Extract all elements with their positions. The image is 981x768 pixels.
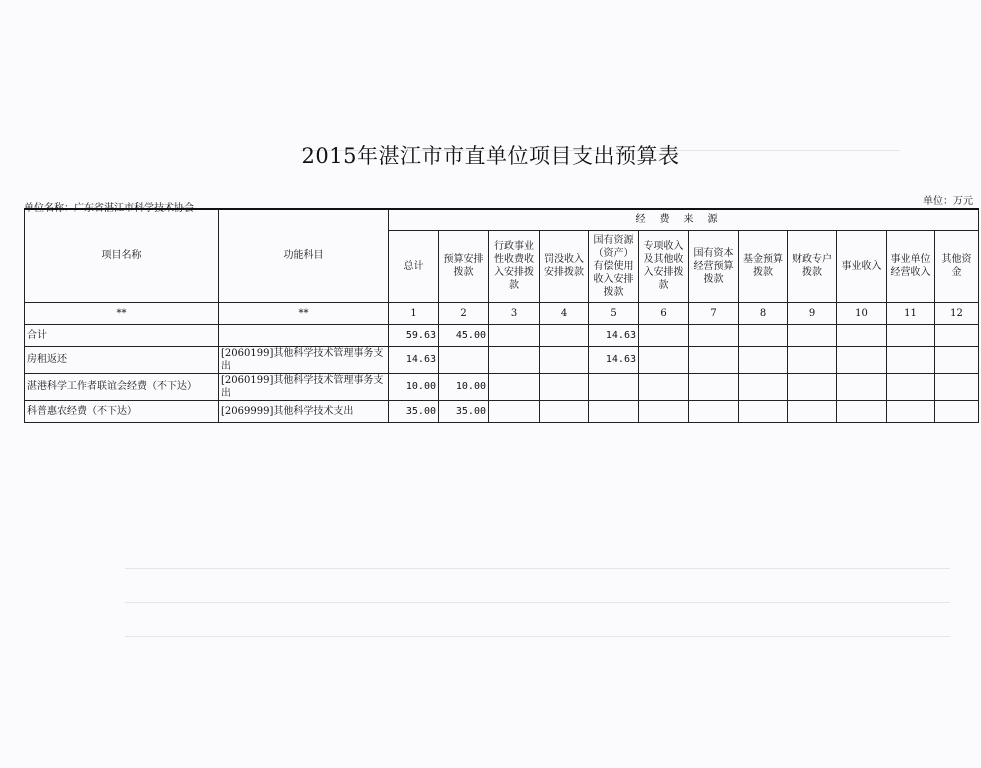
page-title: 2015年湛江市市直单位项目支出预算表 xyxy=(301,144,680,168)
project-name-cell: 湛港科学工作者联谊会经费（不下达） xyxy=(25,373,219,400)
amount-cell xyxy=(788,346,837,373)
amount-cell xyxy=(739,373,788,400)
amount-cell xyxy=(489,373,540,400)
project-name-cell: 房租返还 xyxy=(25,346,219,373)
amount-cell xyxy=(489,400,540,422)
amount-cell xyxy=(639,346,689,373)
index-cell: 1 xyxy=(389,302,439,324)
amount-cell xyxy=(887,373,935,400)
header-col: 事业收入 xyxy=(837,230,887,302)
amount-cell xyxy=(639,400,689,422)
unit-name-label: 单位名称：广东省湛江市科学技术协会 xyxy=(24,203,194,214)
amount-cell xyxy=(489,346,540,373)
amount-cell xyxy=(788,400,837,422)
function-subject-cell: [2060199]其他科学技术管理事务支出 xyxy=(219,346,389,373)
table-row xyxy=(25,324,979,346)
amount-cell xyxy=(788,324,837,346)
amount-cell xyxy=(788,373,837,400)
index-cell: 2 xyxy=(439,302,489,324)
project-name-cell: 合计 xyxy=(25,324,219,346)
header-col: 罚没收入安排拨款 xyxy=(540,230,589,302)
function-subject-cell: [2069999]其他科学技术支出 xyxy=(219,400,389,422)
amount-cell: 45.00 xyxy=(439,324,489,346)
index-cell: 11 xyxy=(887,302,935,324)
amount-cell xyxy=(739,346,788,373)
amount-cell xyxy=(540,346,589,373)
amount-cell xyxy=(887,324,935,346)
amount-cell: 35.00 xyxy=(389,400,439,422)
amount-cell: 59.63 xyxy=(389,324,439,346)
project-name-cell: 科普惠农经费（不下达） xyxy=(25,400,219,422)
amount-cell xyxy=(639,373,689,400)
index-cell: 10 xyxy=(837,302,887,324)
amount-cell xyxy=(689,346,739,373)
amount-cell: 14.63 xyxy=(389,346,439,373)
header-col: 其他资金 xyxy=(935,230,979,302)
amount-cell xyxy=(837,373,887,400)
amount-cell xyxy=(689,373,739,400)
function-subject-cell: [2060199]其他科学技术管理事务支出 xyxy=(219,373,389,400)
amount-cell xyxy=(540,324,589,346)
index-cell: 7 xyxy=(689,302,739,324)
header-col: 专项收入及其他收入安排拨款 xyxy=(639,230,689,302)
amount-cell xyxy=(935,346,979,373)
amount-cell xyxy=(540,400,589,422)
index-cell: 4 xyxy=(540,302,589,324)
header-col: 国有资本经营预算拨款 xyxy=(689,230,739,302)
amount-cell xyxy=(887,346,935,373)
header-project-name: 项目名称 xyxy=(25,209,219,302)
amount-cell xyxy=(887,400,935,422)
amount-cell xyxy=(689,400,739,422)
amount-cell: 10.00 xyxy=(439,373,489,400)
amount-cell xyxy=(935,373,979,400)
budget-table xyxy=(24,208,979,423)
amount-cell xyxy=(837,324,887,346)
amount-cell: 35.00 xyxy=(439,400,489,422)
bleed-through-line xyxy=(125,568,950,569)
table-row xyxy=(25,346,979,373)
amount-cell xyxy=(639,324,689,346)
table-row xyxy=(25,400,979,422)
amount-cell xyxy=(935,400,979,422)
amount-cell xyxy=(935,324,979,346)
amount-cell xyxy=(589,373,639,400)
index-cell: ** xyxy=(25,302,219,324)
amount-cell xyxy=(540,373,589,400)
amount-cell: 14.63 xyxy=(589,324,639,346)
amount-cell: 10.00 xyxy=(389,373,439,400)
header-function-subject: 功能科目 xyxy=(219,209,389,302)
index-cell: 6 xyxy=(639,302,689,324)
header-col: 总计 xyxy=(389,230,439,302)
amount-cell xyxy=(689,324,739,346)
header-col: 事业单位经营收入 xyxy=(887,230,935,302)
index-cell: 9 xyxy=(788,302,837,324)
amount-cell xyxy=(439,346,489,373)
amount-cell: 14.63 xyxy=(589,346,639,373)
header-col: 财政专户拨款 xyxy=(788,230,837,302)
header-col: 行政事业性收费收入安排拨款 xyxy=(489,230,540,302)
bleed-through-line xyxy=(125,602,950,603)
index-cell: 5 xyxy=(589,302,639,324)
header-funding-source: 经费来源 xyxy=(389,209,979,230)
bleed-through-line xyxy=(125,636,950,637)
function-subject-cell xyxy=(219,324,389,346)
amount-cell xyxy=(589,400,639,422)
amount-cell xyxy=(837,346,887,373)
amount-cell xyxy=(739,324,788,346)
header-col: 预算安排拨款 xyxy=(439,230,489,302)
amount-cell xyxy=(489,324,540,346)
index-cell: 3 xyxy=(489,302,540,324)
currency-unit-label: 单位：万元 xyxy=(923,196,973,207)
amount-cell xyxy=(739,400,788,422)
table-row xyxy=(25,373,979,400)
index-row xyxy=(25,302,979,324)
header-col: 国有资源（资产）有偿使用收入安排拨款 xyxy=(589,230,639,302)
amount-cell xyxy=(837,400,887,422)
index-cell: 8 xyxy=(739,302,788,324)
index-cell: ** xyxy=(219,302,389,324)
index-cell: 12 xyxy=(935,302,979,324)
header-col: 基金预算拨款 xyxy=(739,230,788,302)
